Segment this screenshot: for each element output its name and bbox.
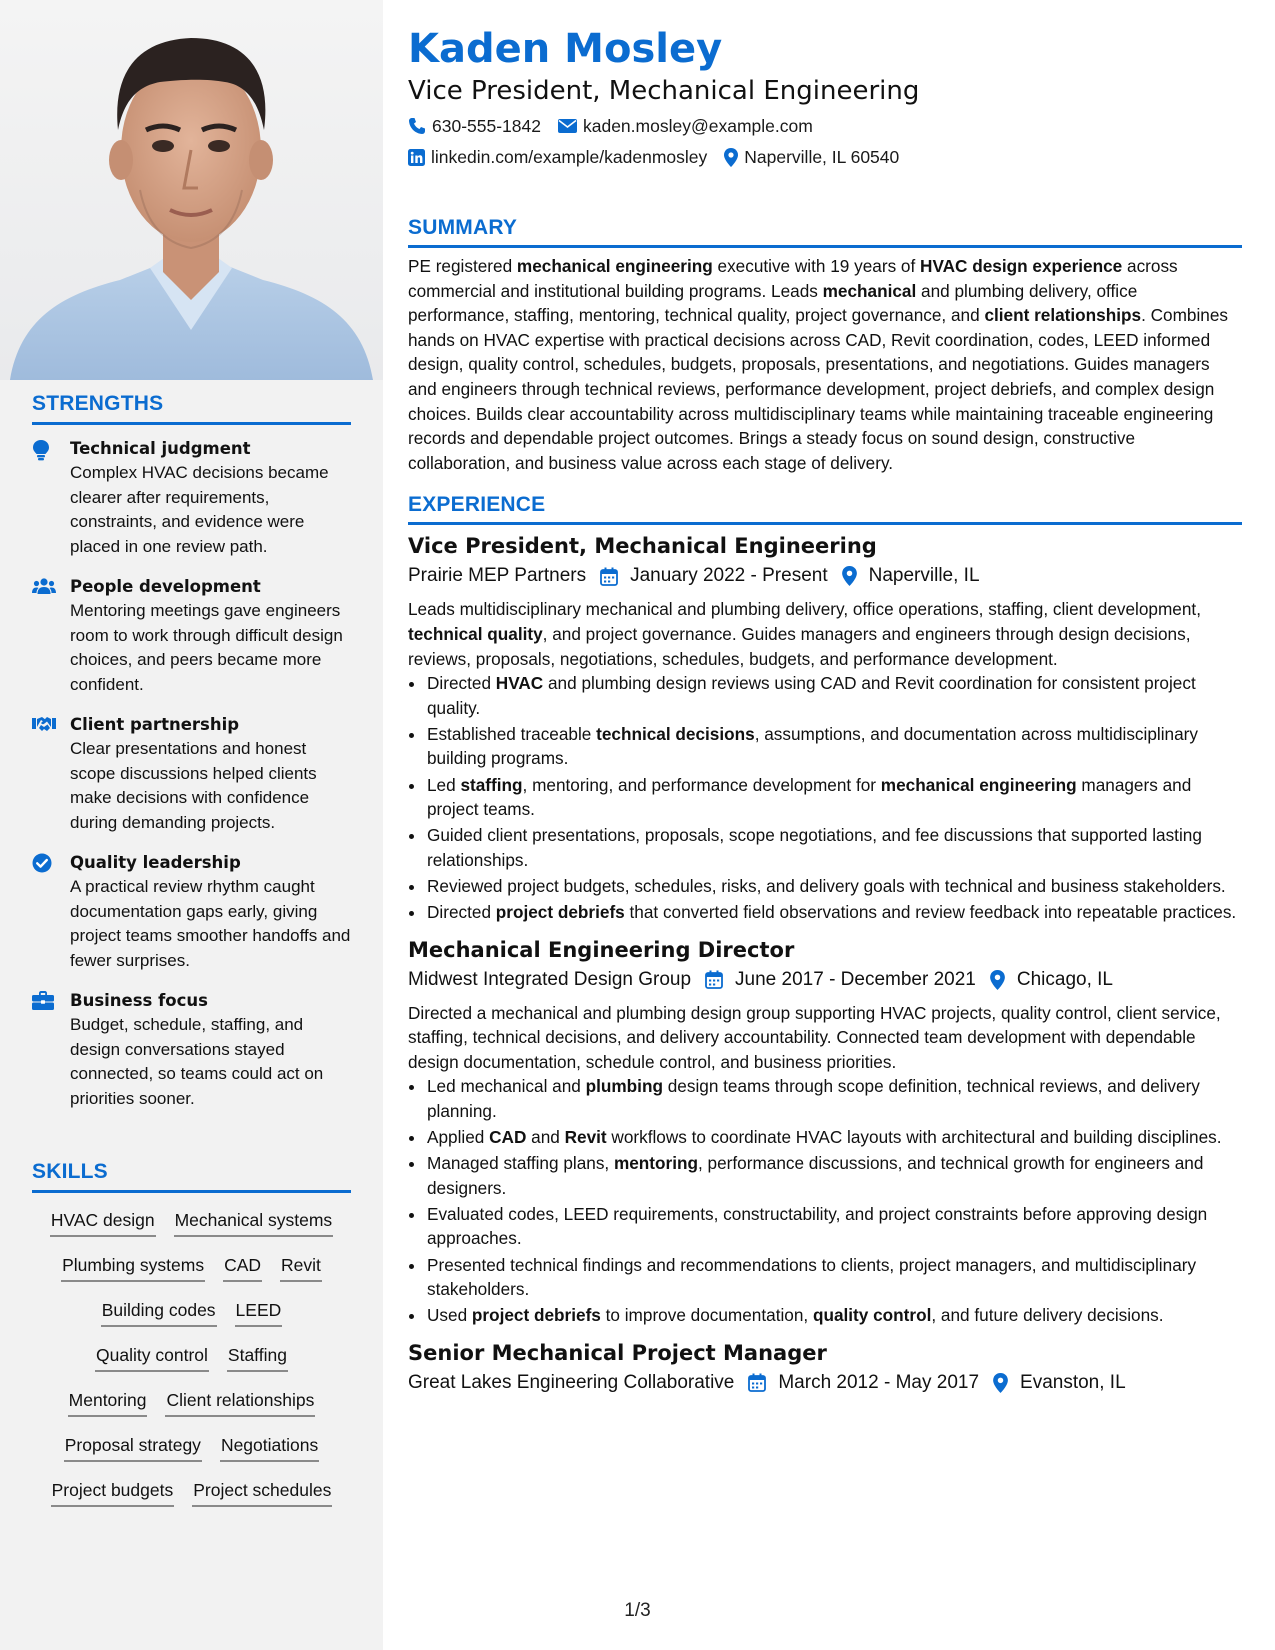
job-dates: June 2017 - December 2021 — [705, 965, 976, 995]
strength-desc: Complex HVAC decisions became clearer after requirements, constraints, and evidence were placed in one review path. — [70, 463, 329, 556]
emphasis: staffing — [460, 774, 523, 795]
emphasis: mechanical — [822, 280, 917, 301]
strength-item — [32, 575, 351, 697]
emphasis: mentoring — [613, 1153, 698, 1174]
job-meta — [408, 561, 1242, 591]
list-item: • Directed project debriefs that converted field observations and review feedback into repeatable practices. — [426, 900, 1242, 925]
skill-row — [32, 1477, 351, 1507]
emphasis: CAD — [489, 1127, 527, 1148]
emphasis: HVAC design experience — [920, 256, 1123, 276]
skill-tag: Mechanical systems — [174, 1207, 334, 1237]
job-meta — [408, 1368, 1242, 1398]
skill-tag: HVAC design — [50, 1207, 156, 1237]
list-item: • Led mechanical and plumbing design teams through scope definition, technical reviews, and delivery planning. — [426, 1074, 1242, 1123]
job-title: Senior Mechanical Project Manager — [408, 1340, 827, 1365]
contact-row — [408, 113, 1242, 139]
strength-title: People development — [70, 577, 261, 596]
list-item: • Managed staffing plans, mentoring, performance discussions, and technical growth for engineers and designers. — [426, 1151, 1242, 1200]
emphasis: HVAC — [495, 673, 544, 694]
main-content — [408, 24, 1242, 1404]
location-text: Naperville, IL 60540 — [744, 147, 900, 167]
job-summary: Leads multidisciplinary mechanical and plumbing delivery, office operations, staffing, client development, technical quality, and project governance. Guides managers and engineers through design decisions, reviews, proposals, negotiations, schedules, budgets, and performance development. — [408, 599, 1201, 669]
skill-tag: Project schedules — [192, 1477, 332, 1507]
strength-desc: Clear presentations and honest scope discussions helped clients make decisions with confidence during demanding projects. — [70, 739, 317, 832]
list-item: • Applied CAD and Revit workflows to coordinate HVAC layouts with architectural and building disciplines. — [426, 1125, 1242, 1150]
experience-title: EXPERIENCE — [408, 493, 1242, 525]
phone-icon — [408, 117, 426, 135]
emphasis: client relationships — [984, 305, 1142, 326]
summary-title: SUMMARY — [408, 216, 1242, 248]
list-item: • Presented technical findings and recommendations to clients, project managers, and multidisciplinary stakeholders. — [426, 1253, 1242, 1302]
sidebar — [0, 0, 383, 1650]
handshake-icon — [32, 713, 70, 835]
briefcase-icon — [32, 989, 70, 1111]
strength-title: Quality leadership — [70, 853, 241, 872]
phone-contact[interactable] — [408, 113, 541, 139]
job-location: Naperville, IL — [842, 561, 980, 591]
email-contact[interactable] — [558, 113, 813, 139]
job-dates: March 2012 - May 2017 — [748, 1368, 979, 1398]
job-dates: January 2022 - Present — [600, 561, 828, 591]
linkedin-contact[interactable] — [408, 144, 707, 170]
emphasis: Revit — [564, 1127, 607, 1148]
strength-title: Client partnership — [70, 715, 240, 734]
job-location: Chicago, IL — [990, 965, 1113, 995]
emphasis: plumbing — [585, 1076, 663, 1097]
job-bullets — [408, 1074, 1242, 1327]
email-address: kaden.mosley@example.com — [582, 116, 813, 136]
job-bullets — [408, 671, 1242, 924]
skill-row — [32, 1432, 351, 1462]
skill-tag: Project budgets — [51, 1477, 175, 1507]
users-icon — [32, 575, 70, 697]
emphasis: technical quality — [408, 623, 543, 644]
skills-section — [32, 1160, 351, 1522]
location-contact — [724, 144, 899, 170]
job-entry — [408, 531, 1242, 924]
skill-tag: Mentoring — [68, 1387, 148, 1417]
strength-title: Technical judgment — [70, 439, 251, 458]
candidate-name: Kaden Mosley — [408, 26, 723, 72]
skill-row — [32, 1387, 351, 1417]
check-circle-icon — [32, 851, 70, 973]
skill-tag: Proposal strategy — [64, 1432, 202, 1462]
strength-item — [32, 437, 351, 559]
list-item: • Established traceable technical decisions, assumptions, and documentation across multidisciplinary building programs. — [426, 722, 1242, 771]
emphasis: mechanical engineering — [880, 774, 1077, 795]
job-company: Great Lakes Engineering Collaborative — [408, 1371, 735, 1393]
strength-item — [32, 851, 351, 973]
skill-tag: Plumbing systems — [61, 1252, 205, 1282]
strength-desc: Mentoring meetings gave engineers room to work through difficult design choices, and peers became more confident. — [70, 601, 343, 694]
list-item: • Directed HVAC and plumbing design reviews using CAD and Revit coordination for consistent project quality. — [426, 671, 1242, 720]
skill-row — [32, 1252, 351, 1282]
skill-row — [32, 1207, 351, 1237]
linkedin-icon — [408, 149, 425, 166]
skill-tag: Quality control — [95, 1342, 209, 1372]
skill-row — [32, 1342, 351, 1372]
job-entry — [408, 935, 1242, 1328]
emphasis: project debriefs — [495, 901, 625, 922]
map-pin-icon — [993, 1373, 1008, 1393]
summary-text: PE registered mechanical engineering executive with 19 years of HVAC design experience across commercial and institutional building programs. Leads mechanical and plumbing delivery, office performance, staffing, mentoring, technical quality, project governance, and client relationships. Combines hands on HVAC expertise with practical decisions across CAD, Revit coordination, codes, LEED informed design, quality control, schedules, budgets, proposals, presentations, and negotiations. Guides managers and engineers through technical reviews, performance development, project debriefs, and complex design choices. Builds clear accountability across multidisciplinary teams while maintaining traceable engineering records and dependable project outcomes. Brings a steady focus on sound design, constructive collaboration, and business value across each stage of delivery. — [408, 256, 1229, 473]
strength-item — [32, 713, 351, 835]
strength-item — [32, 989, 351, 1111]
job-entry — [408, 1338, 1242, 1398]
job-location: Evanston, IL — [993, 1368, 1126, 1398]
experience-list — [408, 531, 1242, 1397]
skills-list — [32, 1207, 351, 1507]
skill-tag: LEED — [235, 1297, 283, 1327]
profile-photo — [0, 0, 383, 380]
job-summary: Directed a mechanical and plumbing design group supporting HVAC projects, quality control, client service, staffing, technical decisions, and delivery accountability. Connected team development with dependable design documentation, schedule control, and business priorities. — [408, 1002, 1221, 1072]
lightbulb-icon — [32, 437, 70, 559]
skill-tag: Client relationships — [165, 1387, 315, 1417]
map-pin-icon — [990, 970, 1005, 990]
skill-tag: Revit — [280, 1252, 322, 1282]
strength-title: Business focus — [70, 991, 208, 1010]
linkedin-url: linkedin.com/example/kadenmosley — [431, 147, 708, 167]
list-item: • Reviewed project budgets, schedules, risks, and delivery goals with technical and business stakeholders. — [426, 874, 1242, 899]
list-item: • Guided client presentations, proposals, scope negotiations, and fee discussions that supported lasting relationships. — [426, 823, 1242, 872]
contact-row-2 — [408, 144, 1242, 170]
skill-tag: Staffing — [227, 1342, 288, 1372]
map-pin-icon — [724, 148, 738, 167]
emphasis: project debriefs — [471, 1305, 601, 1326]
calendar-icon — [600, 567, 618, 586]
map-pin-icon — [842, 566, 857, 586]
list-item: • Used project debriefs to improve documentation, quality control, and future delivery decisions. — [426, 1303, 1242, 1328]
skill-tag: Negotiations — [220, 1432, 319, 1462]
phone-number: 630-555-1842 — [432, 116, 541, 136]
job-title: Vice President, Mechanical Engineering — [408, 534, 877, 559]
candidate-headline: Vice President, Mechanical Engineering — [408, 76, 920, 106]
list-item: • Led staffing, mentoring, and performance development for mechanical engineering managers and project teams. — [426, 773, 1242, 822]
skill-row — [32, 1297, 351, 1327]
strengths-title: STRENGTHS — [32, 392, 351, 425]
strength-desc: A practical review rhythm caught documentation gaps early, giving project teams smoother handoffs and fewer surprises. — [70, 877, 351, 970]
job-meta — [408, 965, 1242, 995]
emphasis: technical decisions — [596, 723, 755, 744]
list-item: • Evaluated codes, LEED requirements, constructability, and project constraints before approving design approaches. — [426, 1202, 1242, 1251]
page-number: 1/3 — [624, 1600, 651, 1621]
calendar-icon — [705, 970, 723, 989]
emphasis: mechanical engineering — [516, 256, 713, 276]
calendar-icon — [748, 1373, 766, 1392]
strength-desc: Budget, schedule, staffing, and design conversations stayed connected, so teams could act on priorities sooner. — [70, 1015, 324, 1108]
skill-tag: CAD — [223, 1252, 262, 1282]
job-title: Mechanical Engineering Director — [408, 937, 795, 962]
job-company: Midwest Integrated Design Group — [408, 968, 692, 990]
job-company: Prairie MEP Partners — [408, 565, 587, 587]
skills-title: SKILLS — [32, 1160, 351, 1193]
skill-tag: Building codes — [101, 1297, 217, 1327]
emphasis: quality control — [812, 1305, 932, 1326]
email-icon — [558, 119, 577, 133]
strengths-section — [32, 392, 351, 1127]
